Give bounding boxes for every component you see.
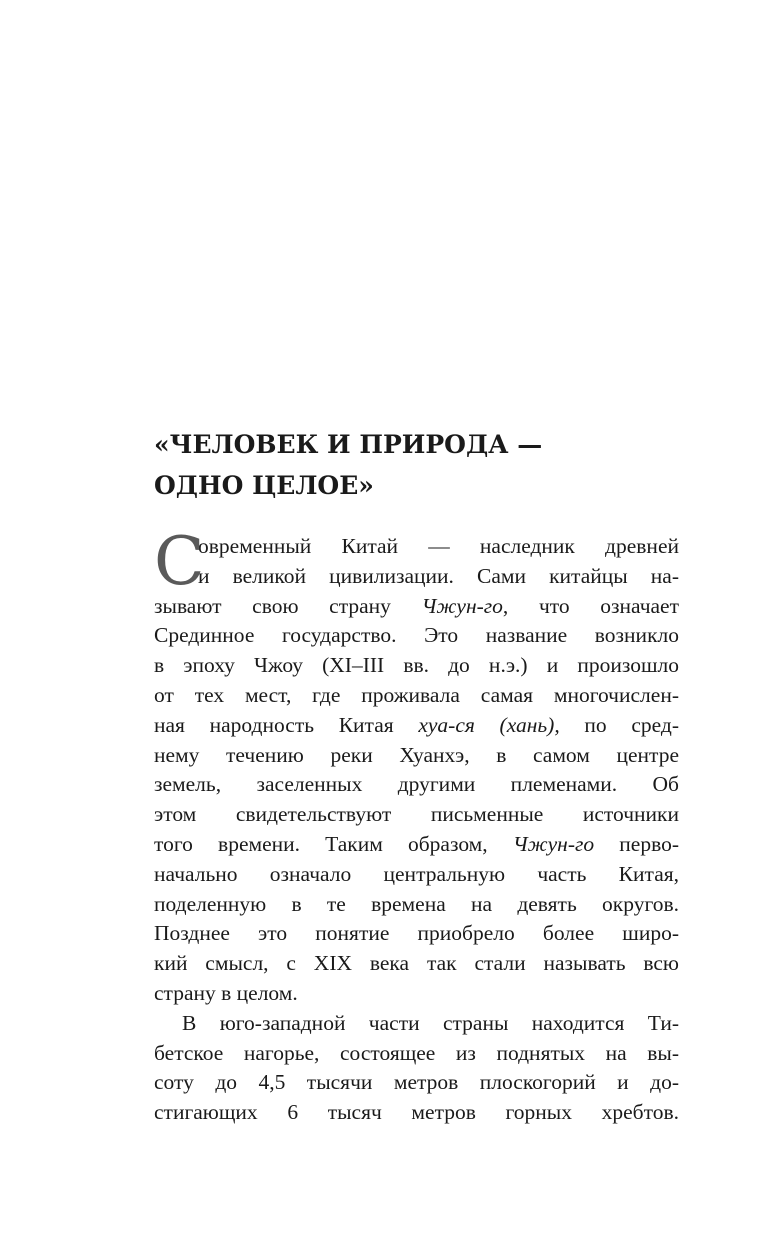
chapter-heading-line-1: «ЧЕЛОВЕК И ПРИРОДА —	[154, 430, 543, 459]
text-line: Срединное государство. Это название возникло	[154, 623, 679, 648]
text-line: овременный Китай — наследник древней	[198, 534, 679, 558]
text-run: того времени. Таким образом,	[154, 831, 513, 856]
italic-term: хуа-ся (хань),	[418, 712, 560, 737]
text-run: зывают свою страну	[154, 593, 422, 618]
text-line: кий смысл, с XIX века так стали называть всю	[154, 951, 679, 976]
body-text	[154, 523, 679, 1128]
text-line	[154, 711, 679, 741]
italic-term: Чжун-го	[512, 831, 595, 856]
text-run: перво-	[594, 831, 679, 856]
text-line: Позднее это понятие приобрело более широ-	[154, 921, 679, 946]
text-line: в эпоху Чжоу (XI–III вв. до н.э.) и произошло	[154, 653, 679, 678]
text-line: земель, заселенных другими племенами. Об	[154, 772, 679, 797]
text-line: В юго-западной части страны находится Ти-	[182, 1010, 679, 1035]
chapter-heading-line-2: ОДНО ЦЕЛОЕ»	[154, 471, 374, 500]
paragraph-1	[154, 523, 679, 1009]
text-line: соту до 4,5 тысячи метров плоскогорий и до-	[154, 1070, 679, 1095]
text-line	[154, 592, 679, 622]
text-run: по сред-	[559, 712, 679, 737]
text-line: стигающих 6 тысяч метров горных хребтов.	[154, 1100, 679, 1125]
text-line: страну в целом.	[154, 980, 298, 1005]
text-run: , что означает	[502, 593, 679, 618]
drop-cap: С	[154, 523, 205, 600]
text-line: бетское нагорье, состоящее из поднятых на вы-	[154, 1040, 679, 1065]
text-line: и великой цивилизации. Сами китайцы на-	[198, 563, 679, 588]
text-line: этом свидетельствуют письменные источники	[154, 802, 679, 827]
text-line	[154, 830, 679, 860]
paragraph-2	[154, 1009, 679, 1128]
text-line: поделенную в те времена на девять округов.	[154, 891, 679, 916]
italic-term: Чжун-го	[421, 593, 503, 618]
chapter-heading	[154, 424, 694, 506]
text-line: нему течению реки Хуанхэ, в самом центре	[154, 742, 679, 767]
text-line: начально означало центральную часть Китая,	[154, 861, 679, 886]
text-line: от тех мест, где проживала самая многочислен-	[154, 682, 679, 707]
text-run: ная народность Китая	[154, 712, 419, 737]
